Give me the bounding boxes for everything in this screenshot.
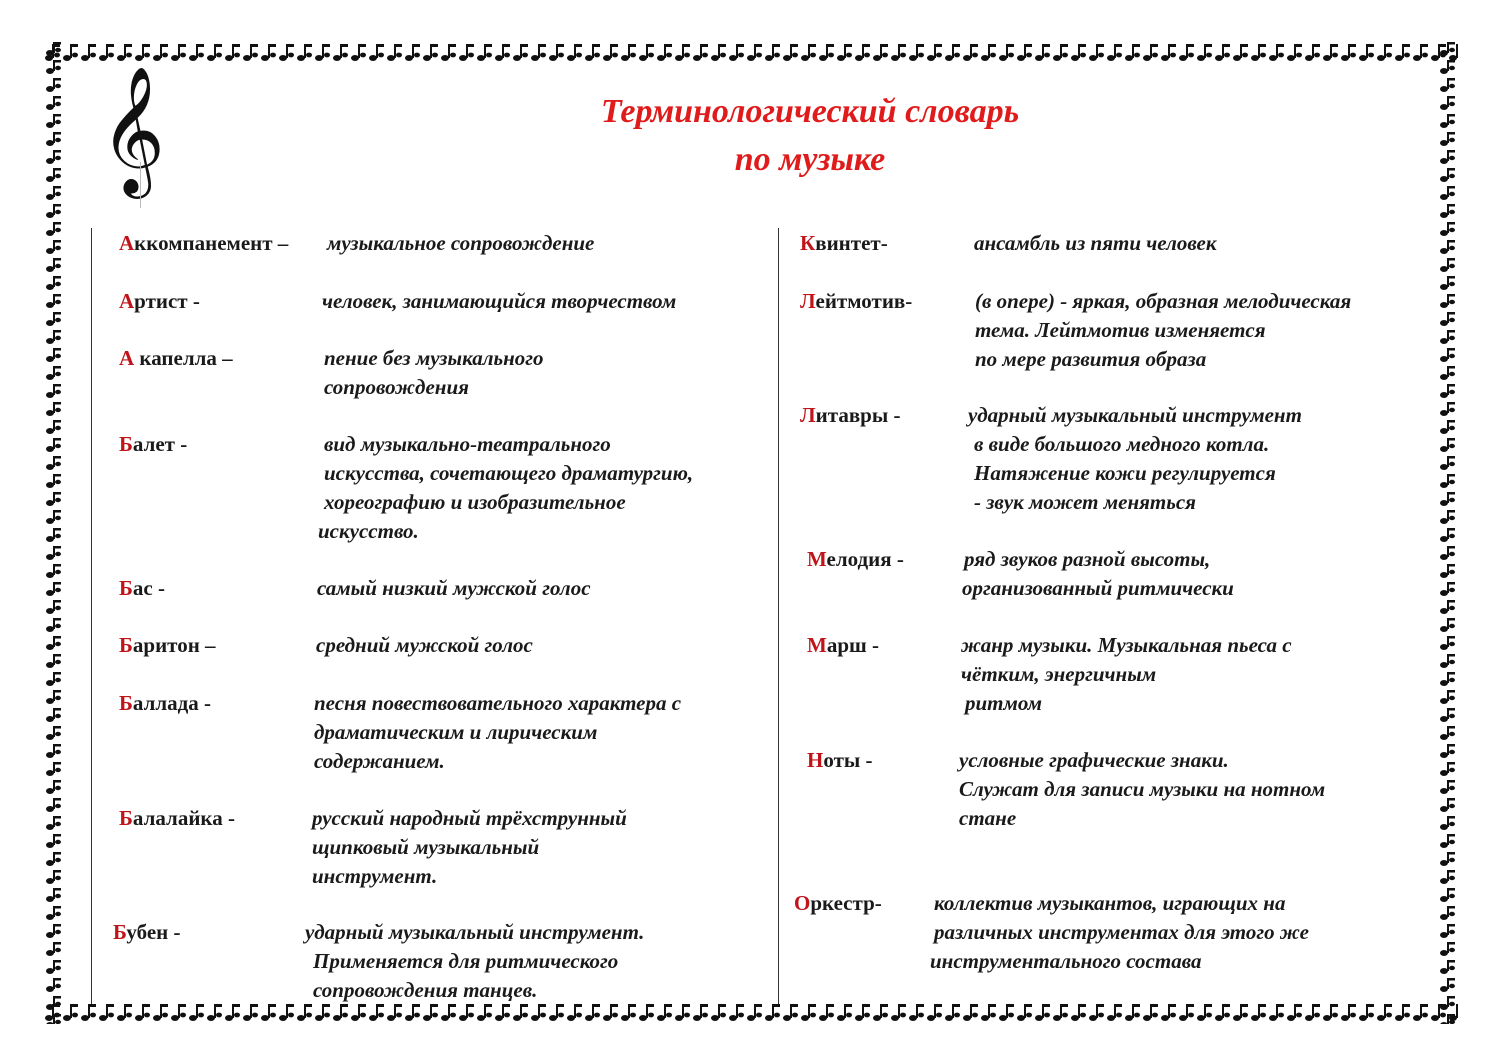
term: Лейтмотив- bbox=[800, 289, 913, 313]
definition: условные графические знаки. Служат для записи музыки на нотном стане bbox=[959, 748, 1326, 830]
term: Литавры - bbox=[800, 403, 901, 427]
definition: пение без музыкального сопровождения bbox=[324, 346, 544, 399]
definition: музыкальное сопровождение bbox=[327, 231, 595, 255]
definition: ударный музыкальный инструмент в виде большого медного котла. Натяжение кожи регулируется - звук может меняться bbox=[968, 403, 1302, 514]
title-line-1: Терминологический словарь bbox=[600, 93, 1020, 130]
definition: человек, занимающийся творчеством bbox=[322, 289, 677, 313]
definition: (в опере) - яркая, образная мелодическая тема. Лейтмотив изменяется по мере развития образа bbox=[975, 289, 1352, 371]
term: Бубен - bbox=[113, 920, 181, 944]
term: Мелодия - bbox=[807, 547, 904, 571]
term: Баллада - bbox=[119, 691, 212, 715]
term: Баритон – bbox=[119, 633, 216, 657]
definition: ряд звуков разной высоты, организованный ритмически bbox=[962, 547, 1234, 600]
middle-column-rule bbox=[778, 228, 779, 1004]
title-line-2: по музыке bbox=[734, 141, 886, 178]
term: А капелла – bbox=[119, 346, 233, 370]
treble-clef-icon: 𝄞 bbox=[100, 70, 156, 202]
definition: коллектив музыкантов, играющих на различных инструментах для этого же инструментального состава bbox=[930, 891, 1309, 973]
left-column-rule bbox=[91, 228, 92, 1004]
term: Артист - bbox=[119, 289, 200, 313]
term: Ноты - bbox=[807, 748, 873, 772]
term: Аккомпанемент – bbox=[119, 231, 289, 255]
definition: жанр музыки. Музыкальная пьеса с чётким, энергичным ритмом bbox=[961, 633, 1292, 715]
border-right bbox=[1438, 40, 1458, 1024]
page-title bbox=[430, 88, 1190, 184]
term: Марш - bbox=[807, 633, 879, 657]
border-bottom bbox=[44, 1000, 1458, 1024]
border-left bbox=[44, 40, 64, 1024]
term: Балет - bbox=[119, 432, 188, 456]
definition: ударный музыкальный инструмент. Применяется для ритмического сопровождения танцев. bbox=[305, 920, 645, 1002]
definition: русский народный трёхструнный щипковый музыкальный инструмент. bbox=[312, 806, 627, 888]
term: Балалайка - bbox=[119, 806, 235, 830]
definition: вид музыкально-театрального искусства, сочетающего драматургию, хореографию и изобразительное искусство. bbox=[318, 432, 694, 543]
border-top bbox=[44, 40, 1458, 64]
term: Квинтет- bbox=[800, 231, 888, 255]
term: Оркестр- bbox=[794, 891, 882, 915]
definition: средний мужской голос bbox=[316, 633, 533, 657]
term: Бас - bbox=[119, 576, 165, 600]
definition: ансамбль из пяти человек bbox=[974, 231, 1217, 255]
definition: самый низкий мужской голос bbox=[317, 576, 591, 600]
definition: песня повествовательного характера с драматическим и лирическим содержанием. bbox=[314, 691, 682, 773]
